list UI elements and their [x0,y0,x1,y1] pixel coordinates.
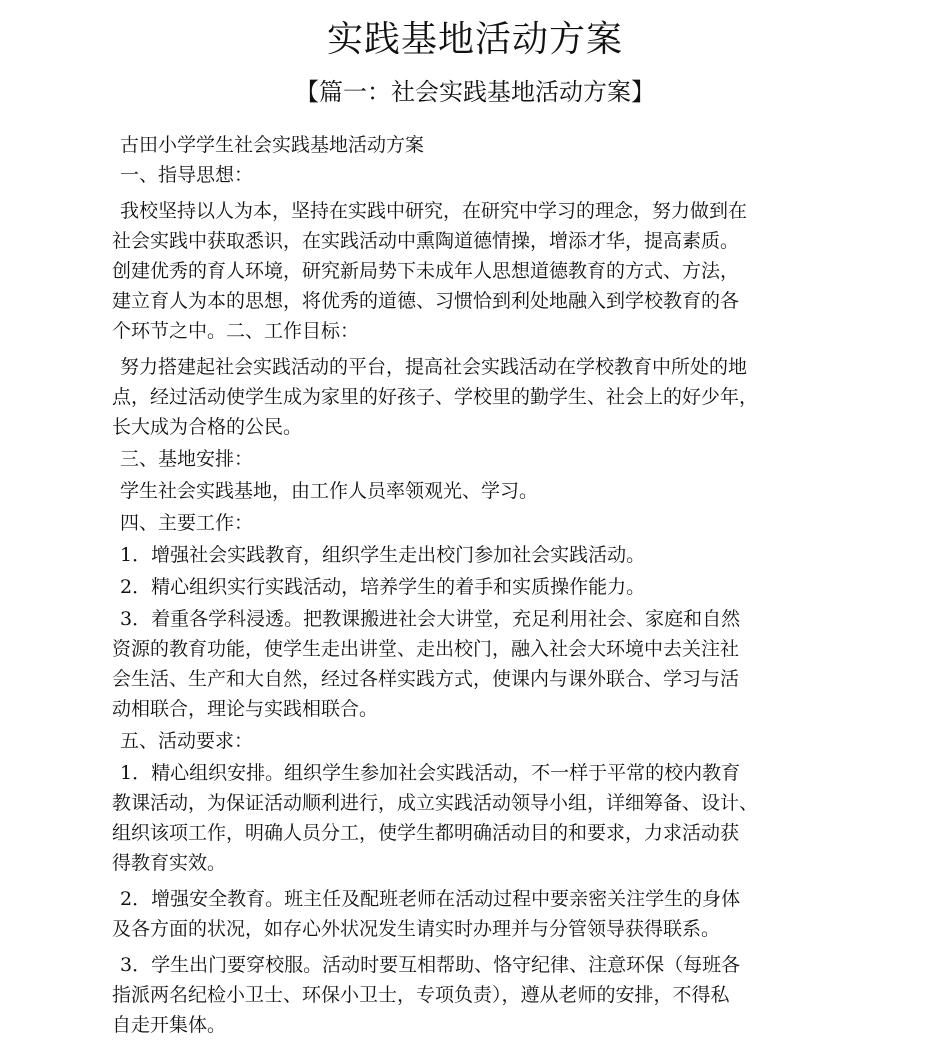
list-item: 1．精心组织安排。组织学生参加社会实践活动，不一样于平常的校内教育 [120,762,741,784]
paragraph-line: 资源的教育功能，使学生走出讲堂、走出校门，融入社会大环境中去关注社 [112,638,740,660]
document-body [112,130,852,1040]
paragraph-line: 努力搭建起社会实践活动的平台，提高社会实践活动在学校教育中所处的地 [120,356,748,378]
section-heading-activity-requirements: 五、活动要求： [120,730,254,752]
document-subtitle: 【篇一：社会实践基地活动方案】 [295,78,655,106]
paragraph-line: 学生社会实践基地，由工作人员率领观光、学习。 [120,480,539,502]
paragraph-line: 长大成为合格的公民。 [112,416,303,438]
heading-school-plan: 古田小学学生社会实践基地活动方案 [120,134,425,156]
paragraph-line: 建立育人为本的思想，将优秀的道德、习惯恰到利处地融入到学校教育的各 [112,290,740,312]
list-item: 2．增强安全教育。班主任及配班老师在活动过程中要亲密关注学生的身体 [120,888,741,910]
paragraph-line: 个环节之中。二、工作目标： [112,320,360,342]
document-title: 实践基地活动方案 [326,19,623,60]
section-heading-guiding-idea: 一、指导思想： [120,164,254,186]
paragraph-line: 组织该项工作，明确人员分工，使学生都明确活动目的和要求，力求活动获 [112,822,740,844]
section-heading-main-work: 四、主要工作： [120,512,254,534]
paragraph-line: 会生活、生产和大自然，经过各样实践方式，使课内与课外联合、学习与活 [112,668,740,690]
list-item: 1．增强社会实践教育，组织学生走出校门参加社会实践活动。 [120,544,646,566]
paragraph-line: 我校坚持以人为本，坚持在实践中研究，在研究中学习的理念，努力做到在 [120,200,748,222]
paragraph-line: 教课活动，为保证活动顺利进行，成立实践活动领导小组，详细筹备、设计、 [112,792,759,814]
paragraph-line: 得教育实效。 [112,852,227,874]
paragraph-line: 创建优秀的育人环境，研究新局势下未成年人思想道德教育的方式、方法， [112,260,740,282]
paragraph-line: 指派两名纪检小卫士、环保小卫士，专项负责），遵从老师的安排，不得私 [112,984,730,1006]
paragraph-line: 及各方面的状况，如存心外状况发生请实时办理并与分管领导获得联系。 [112,918,721,940]
paragraph-line: 点，经过活动使学生成为家里的好孩子、学校里的勤学生、社会上的好少年， [112,386,759,408]
paragraph-line: 动相联合，理论与实践相联合。 [112,698,379,720]
list-item: 3．着重各学科浸透。把教课搬进社会大讲堂，充足利用社会、家庭和自然 [120,608,741,630]
list-item: 3．学生出门要穿校服。活动时要互相帮助、恪守纪律、注意环保（每班各 [120,954,741,976]
section-heading-base-arrangement: 三、基地安排： [120,448,254,470]
paragraph-line: 自走开集体。 [112,1014,227,1036]
paragraph-line: 社会实践中获取悉识，在实践活动中熏陶道德情操，增添才华，提高素质。 [112,230,740,252]
list-item: 2．精心组织实行实践活动，培养学生的着手和实质操作能力。 [120,576,646,598]
